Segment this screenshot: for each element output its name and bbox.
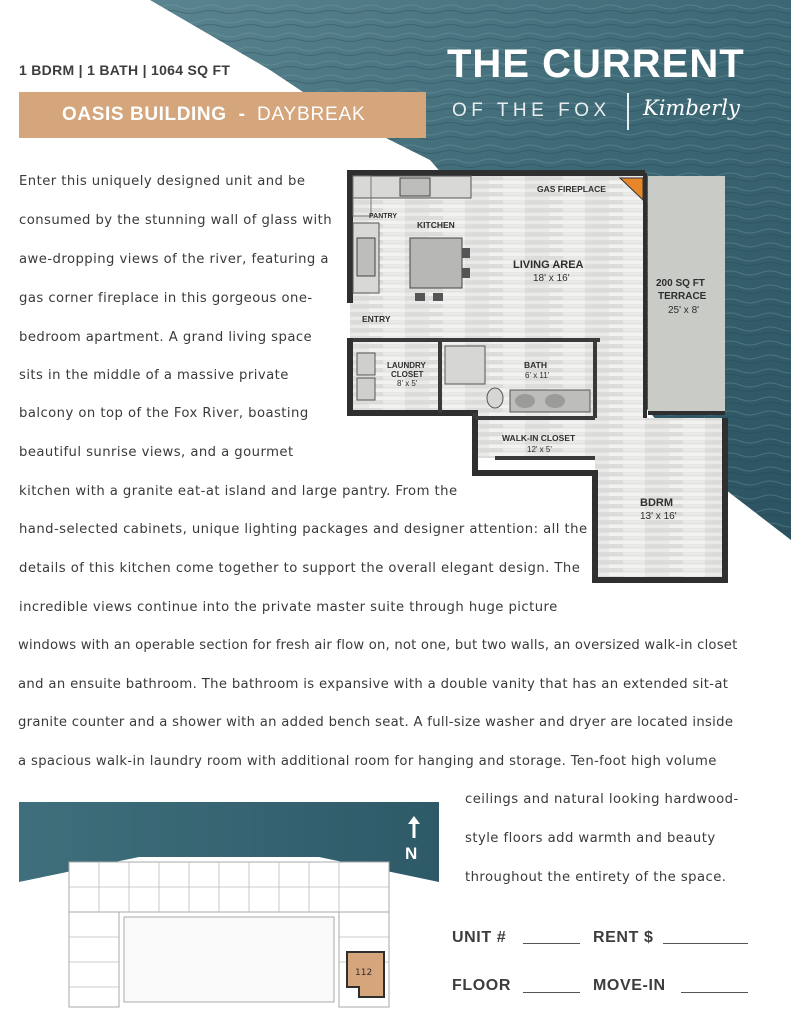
fp-kitchen: KITCHEN (417, 220, 455, 230)
floor-label: FLOOR (452, 977, 511, 994)
logo-script: Kimberly (643, 96, 740, 120)
description-line: style floors add warmth and beauty (465, 831, 716, 846)
unit-badge: 112 (355, 968, 373, 978)
description-line: incredible views continue into the private master suite through huge picture (19, 600, 558, 615)
description-line: bedroom apartment. A grand living space (19, 330, 313, 345)
rent-label: RENT $ (593, 929, 654, 946)
fp-bath: BATH (524, 360, 547, 370)
north-indicator (402, 816, 426, 866)
description-line: ceilings and natural looking hardwood- (465, 792, 739, 807)
fp-walkin: WALK-IN CLOSET (502, 433, 576, 443)
fp-bdrm: BDRM (640, 497, 673, 509)
unit-number-line[interactable] (523, 943, 580, 944)
move-in-line[interactable] (681, 992, 748, 993)
floor-line[interactable] (523, 992, 580, 993)
description-line: hand-selected cabinets, unique lighting packages and designer attention: all the (19, 522, 588, 537)
description-line: balcony on top of the Fox River, boasting (19, 406, 309, 421)
description-line: windows with an operable section for fresh air flow on, not one, but two walls, an oversized walk-in closet (18, 638, 738, 653)
description-line: granite counter and a shower with an added bench seat. A full-size washer and dryer are located inside (18, 715, 734, 730)
description-line: awe-dropping views of the river, featuring a (19, 252, 329, 267)
fp-bdrm-dim: 13' x 16' (640, 511, 677, 522)
fp-entry: ENTRY (362, 314, 391, 324)
fp-terrace-1: 200 SQ FT (656, 278, 705, 289)
fp-living-area: LIVING AREA (513, 259, 584, 271)
description-line: Enter this uniquely designed unit and be (19, 174, 306, 189)
description-line: throughout the entirety of the space. (465, 870, 727, 885)
move-in-label: MOVE-IN (593, 977, 666, 994)
description-line: gas corner fireplace in this gorgeous one- (19, 291, 313, 306)
fp-laundry-dim: 8' x 5' (397, 379, 418, 388)
fp-terrace-2: TERRACE (658, 291, 707, 302)
fp-gas-fireplace: GAS FIREPLACE (537, 184, 606, 194)
logo-subtitle: OF THE FOX (452, 100, 611, 121)
rent-line[interactable] (663, 943, 748, 944)
unit-number-label: UNIT # (452, 929, 507, 946)
logo-divider (627, 93, 629, 130)
fp-living-dim: 18' x 16' (533, 273, 570, 284)
description-line: kitchen with a granite eat-at island and large pantry. From the (19, 484, 458, 499)
site-plan (19, 802, 439, 1012)
north-label: N (405, 844, 418, 863)
description-line: sits in the middle of a massive private (19, 368, 289, 383)
fp-walkin-dim: 12' x 5' (527, 445, 552, 454)
description-line: details of this kitchen come together to support the overall elegant design. The (19, 561, 581, 576)
unit-name: DAYBREAK (256, 104, 366, 125)
fp-terrace-dim: 25' x 8' (668, 305, 700, 316)
fp-bath-dim: 6' x 11' (525, 371, 550, 380)
description-line: and an ensuite bathroom. The bathroom is expansive with a double vanity that has an extended sit-at (18, 677, 729, 692)
fp-pantry: PANTRY (369, 213, 397, 220)
building-name: OASIS BUILDING (62, 104, 227, 125)
description-line: beautiful sunrise views, and a gourmet (19, 445, 294, 460)
description-line: a spacious walk-in laundry room with additional room for hanging and storage. Ten-foot high volume (18, 754, 717, 769)
description-line: consumed by the stunning wall of glass with (19, 213, 332, 228)
fp-laundry-2: CLOSET (391, 370, 424, 379)
logo-title: THE CURRENT (447, 42, 745, 86)
floor-plan (345, 168, 735, 588)
north-arrow-icon (408, 816, 420, 838)
unit-specs: 1 BDRM | 1 BATH | 1064 SQ FT (19, 62, 231, 78)
banner-separator: - (238, 104, 245, 125)
building-banner (19, 92, 426, 138)
fp-laundry-1: LAUNDRY (387, 361, 426, 370)
